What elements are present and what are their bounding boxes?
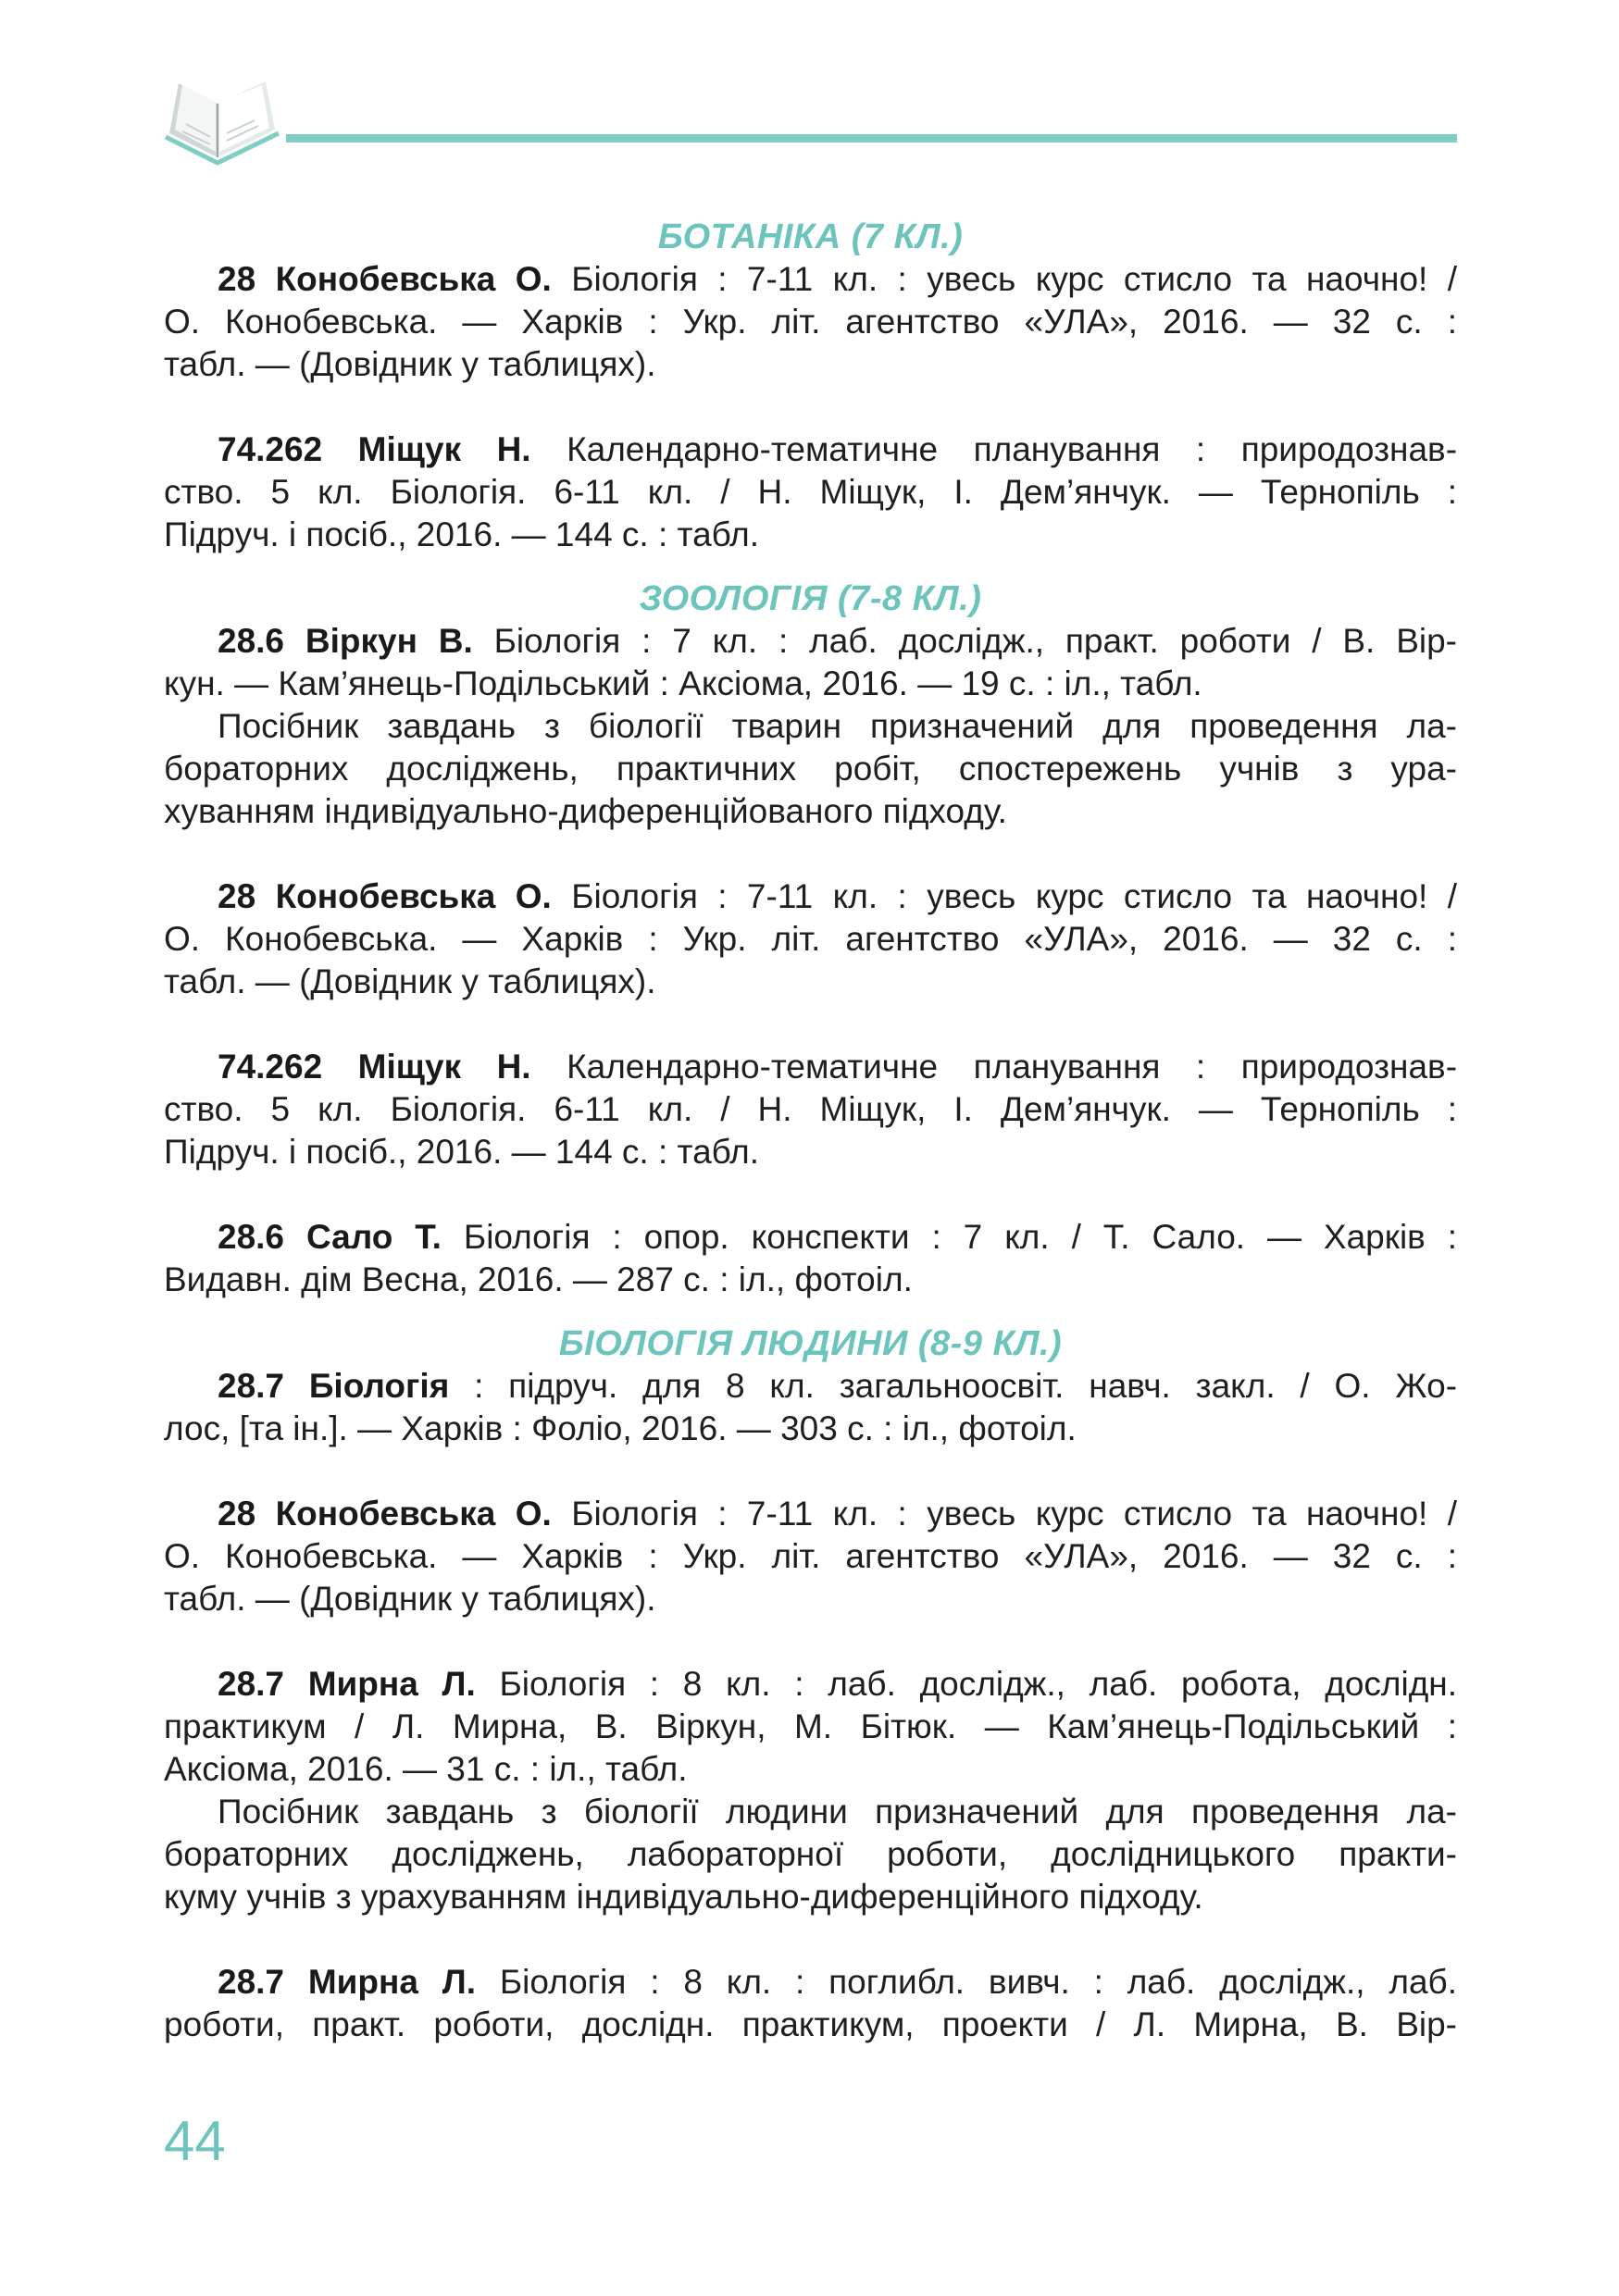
entry-text: Біологія : 7 кл. : лаб. дослідж., практ. роботи / В. Вір- — [493, 622, 1457, 660]
entry-author: Конобевська О. — [275, 1495, 552, 1533]
page-number: 44 — [164, 2110, 226, 2172]
entry-text: : підруч. для 8 кл. загальноосвіт. навч. закл. / О. Жо- — [474, 1367, 1457, 1405]
entry-annotation-line: хуванням індивідуально-диференційованого підходу. — [164, 792, 1007, 830]
page-header — [0, 0, 1619, 185]
entry-code: 74.262 — [218, 1048, 323, 1086]
entry-code: 28 — [218, 260, 256, 298]
entry-code: 28 — [218, 877, 256, 915]
entry-text: Біологія : 8 кл. : лаб. дослідж., лаб. робота, дослідн. — [499, 1665, 1457, 1703]
section-title: БІОЛОГІЯ ЛЮДИНИ (8-9 КЛ.) — [558, 1324, 1063, 1363]
entry-annotation-line: куму учнів з урахуванням індивідуально-диференційного підходу. — [164, 1878, 1203, 1916]
entry-author: Конобевська О. — [275, 260, 552, 298]
entry-code: 74.262 — [218, 430, 323, 468]
bibliography-entry — [164, 1493, 1457, 1620]
entry-line: табл. — (Довідник у таблицях). — [164, 1580, 656, 1618]
bibliography-entry — [164, 258, 1457, 386]
entry-line — [164, 1365, 1457, 1408]
bibliography-entry — [164, 1216, 1457, 1301]
entry-text: Біологія : 7-11 кл. : увесь курс стисло та наочно! / — [571, 1495, 1457, 1533]
entry-line: О. Конобевська. — Харків : Укр. літ. агентство «УЛА», 2016. — 32 с. : — [164, 920, 1457, 958]
entry-text: Календарно-тематичне планування : природознав- — [567, 1048, 1457, 1086]
bibliography-entry — [164, 1663, 1457, 1918]
bibliography-entry — [164, 620, 1457, 833]
entry-text: Календарно-тематичне планування : природознав- — [567, 430, 1457, 468]
entry-text: Біологія : 7-11 кл. : увесь курс стисло та наочно! / — [571, 260, 1457, 298]
entry-line: роботи, практ. роботи, дослідн. практикум, проекти / Л. Мирна, В. Вір- — [164, 2005, 1457, 2043]
bibliography-entry — [164, 1365, 1457, 1450]
entry-line: табл. — (Довідник у таблицях). — [164, 345, 656, 383]
section-title: БОТАНІКА (7 КЛ.) — [657, 217, 964, 256]
entry-line: практикум / Л. Мирна, В. Віркун, М. Бітюк. — Кам’янець-Подільський : — [164, 1707, 1457, 1745]
entry-line: О. Конобевська. — Харків : Укр. літ. агентство «УЛА», 2016. — 32 с. : — [164, 1537, 1457, 1575]
entry-line — [164, 1493, 1457, 1535]
entry-line — [164, 620, 1457, 663]
entry-line — [164, 1046, 1457, 1088]
bibliography-entry — [164, 428, 1457, 556]
entry-line: ство. 5 кл. Біологія. 6-11 кл. / Н. Міщук, І. Дем’янчук. — Тернопіль : — [164, 1090, 1457, 1128]
entry-code: 28 — [218, 1495, 256, 1533]
entry-text: Біологія : опор. конспекти : 7 кл. / Т. Сало. — Харків : — [463, 1218, 1457, 1256]
bibliography-entry — [164, 1961, 1457, 2046]
entry-line — [164, 1663, 1457, 1706]
entry-line — [164, 1961, 1457, 2004]
bibliography-entry — [164, 875, 1457, 1003]
entry-line: О. Конобевська. — Харків : Укр. літ. агентство «УЛА», 2016. — 32 с. : — [164, 303, 1457, 341]
entry-code: 28.7 — [218, 1367, 285, 1405]
entry-code: 28.7 — [218, 1665, 285, 1703]
entry-author: Віркун В. — [305, 622, 473, 660]
entry-line: Видавн. дім Весна, 2016. — 287 с. : іл., фотоіл. — [164, 1260, 913, 1298]
entry-text: Біологія : 7-11 кл. : увесь курс стисло та наочно! / — [571, 877, 1457, 915]
entry-annotation-line: бораторних досліджень, практичних робіт, спостережень учнів з ура- — [164, 750, 1457, 788]
entry-line: Підруч. і посіб., 2016. — 144 с. : табл. — [164, 1133, 760, 1171]
entry-line — [164, 428, 1457, 471]
entry-code: 28.6 — [218, 622, 285, 660]
entry-line: Підруч. і посіб., 2016. — 144 с. : табл. — [164, 515, 760, 553]
entry-annotation-line: Посібник завдань з біології тварин призначений для проведення ла- — [218, 707, 1457, 745]
entry-line — [164, 258, 1457, 301]
open-book-icon — [162, 76, 282, 168]
page-content — [164, 216, 1457, 2046]
entry-line — [164, 875, 1457, 918]
entry-annotation-line: Посібник завдань з біології людини призначений для проведення ла- — [218, 1793, 1457, 1831]
entry-line: кун. — Кам’янець-Подільський : Аксіома, 2016. — 19 с. : іл., табл. — [164, 664, 1202, 702]
entry-author: Мирна Л. — [307, 1963, 476, 2001]
entry-line: ство. 5 кл. Біологія. 6-11 кл. / Н. Міщук, І. Дем’янчук. — Тернопіль : — [164, 473, 1457, 511]
bibliography-entry — [164, 1046, 1457, 1173]
entry-author: Конобевська О. — [275, 877, 552, 915]
entry-code: 28.7 — [218, 1963, 285, 2001]
entry-author: Мирна Л. — [307, 1665, 476, 1703]
entry-author: Сало Т. — [305, 1218, 442, 1256]
entry-code: 28.6 — [218, 1218, 285, 1256]
entry-line — [164, 1216, 1457, 1259]
entry-author: Біологія — [308, 1367, 450, 1405]
entry-line: лос, [та ін.]. — Харків : Фоліо, 2016. — 303 с. : іл., фотоіл. — [164, 1409, 1077, 1447]
header-rule — [286, 134, 1457, 143]
section-title: ЗООЛОГІЯ (7-8 КЛ.) — [639, 579, 982, 618]
entry-line: Аксіома, 2016. — 31 с. : іл., табл. — [164, 1750, 688, 1788]
entry-annotation-line: бораторних досліджень, лабораторної роботи, дослідницького практи- — [164, 1835, 1457, 1873]
entry-text: Біологія : 8 кл. : поглибл. вивч. : лаб. дослідж., лаб. — [499, 1963, 1457, 2001]
entry-line: табл. — (Довідник у таблицях). — [164, 962, 656, 1000]
entry-author: Міщук Н. — [357, 1048, 531, 1086]
entry-author: Міщук Н. — [357, 430, 531, 468]
